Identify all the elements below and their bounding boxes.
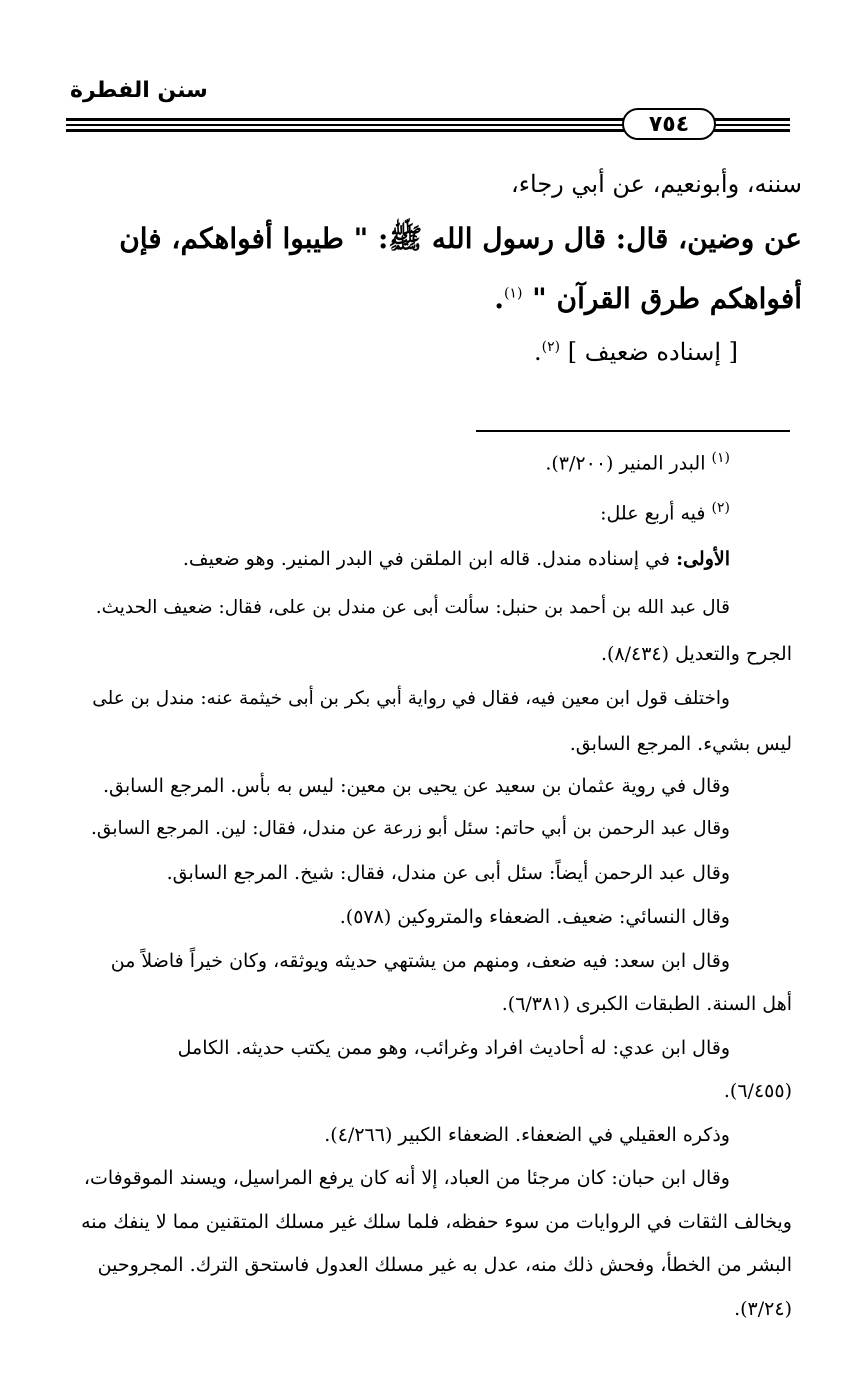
footnote-line: وقال ابن عدي: له أحاديث افراد وغرائب، وهو ممن يكتب حديثه. الكامل xyxy=(177,1037,730,1059)
first-cause-label: الأولى: xyxy=(676,548,730,570)
running-title: سنن الفطرة xyxy=(70,78,208,103)
main-line-1: سننه، وأبونعيم، عن أبي رجاء، xyxy=(511,170,802,198)
footnote-ref-1: (١) xyxy=(503,285,523,302)
page-number xyxy=(622,108,716,140)
footnote-2-text: فيه أربع علل: xyxy=(600,502,706,525)
main-line-2: عن وضين، قال: قال رسول الله ﷺ: " طيبوا أفواهكم، فإن xyxy=(119,222,802,255)
footnote-line: البشر من الخطأ، وفحش ذلك منه، عدل به غير مسلك العدول فاستحق الترك. المجروحين xyxy=(97,1254,792,1276)
first-cause-text: في إسناده مندل. قاله ابن الملقن في البدر المنير. وهو ضعيف. xyxy=(182,548,671,570)
footnote-line: وقال عبد الرحمن بن أبي حاتم: سئل أبو زرعة عن مندل، فقال: لين. المرجع السابق. xyxy=(91,818,730,839)
footnote-1 xyxy=(545,450,730,474)
footnote-line: وقال النسائي: ضعيف. الضعفاء والمتروكين (٥٧٨). xyxy=(339,906,730,928)
main-line-3 xyxy=(494,282,802,315)
main-line-4-text: [ إسناده ضعيف ] xyxy=(567,338,738,366)
footnote-line: وقال عبد الرحمن أيضاً: سئل أبى عن مندل، فقال: شيخ. المرجع السابق. xyxy=(166,862,730,884)
footnote-line: (٦/٤٥٥). xyxy=(723,1080,792,1102)
footnote-1-text: البدر المنير (٣/٢٠٠). xyxy=(545,452,706,475)
footnote-2 xyxy=(600,500,730,524)
footnote-line: وقال ابن سعد: فيه ضعف، ومنهم من يشتهي حديثه ويوثقه، وكان خيراً فاضلاً من xyxy=(110,950,730,972)
footnote-line: أهل السنة. الطبقات الكبرى (٦/٣٨١). xyxy=(501,993,792,1015)
footnote-line: الجرح والتعديل (٨/٤٣٤). xyxy=(600,643,792,665)
footnote-1-marker: (١) xyxy=(711,450,730,466)
footnote-line: ويخالف الثقات في الروايات من سوء حفظه، فلما سلك غير مسلك المتقنين مما لا ينفك منه xyxy=(81,1211,792,1233)
footnote-line: وقال ابن حبان: كان مرجئا من العباد، إلا أنه كان يرفع المراسيل، ويسند الموقوفات، xyxy=(83,1167,730,1189)
footnote-line: ليس بشيء. المرجع السابق. xyxy=(569,733,792,755)
footnote-2-marker: (٢) xyxy=(711,500,730,516)
footnote-separator xyxy=(476,430,790,432)
footnote-line: واختلف قول ابن معين فيه، فقال في رواية أبي بكر بن أبى خيثمة عنه: مندل بن على xyxy=(92,688,730,709)
main-line-3-text: أفواهكم طرق القرآن " xyxy=(532,282,802,315)
footnote-line: وقال في روية عثمان بن سعيد عن يحيى بن معين: ليس به بأس. المرجع السابق. xyxy=(102,775,730,797)
main-line-4-end: . xyxy=(534,338,542,366)
footnote-ref-2: (٢) xyxy=(541,339,561,355)
footnote-first-cause xyxy=(183,548,730,570)
footnote-line: قال عبد الله بن أحمد بن حنبل: سألت أبى عن مندل بن على، فقال: ضعيف الحديث. xyxy=(95,597,730,618)
main-line-4 xyxy=(534,338,738,366)
footnote-line: وذكره العقيلي في الضعفاء. الضعفاء الكبير (٤/٢٦٦). xyxy=(324,1124,730,1146)
page-number-text: ٧٥٤ xyxy=(648,111,690,137)
main-line-3-end: . xyxy=(494,282,504,315)
footnote-line: (٣/٢٤). xyxy=(734,1298,792,1320)
